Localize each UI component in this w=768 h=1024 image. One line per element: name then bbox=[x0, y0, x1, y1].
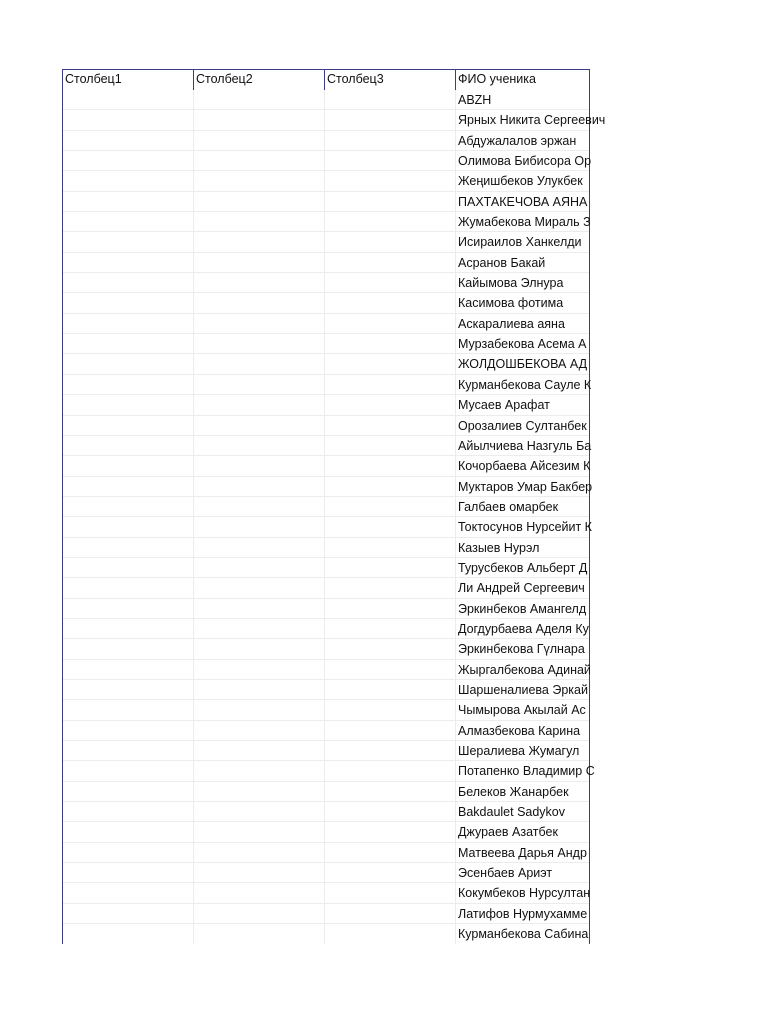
empty-cell[interactable] bbox=[194, 822, 325, 842]
empty-cell[interactable] bbox=[325, 619, 456, 639]
empty-cell[interactable] bbox=[325, 741, 456, 761]
empty-cell[interactable] bbox=[63, 863, 194, 883]
empty-cell[interactable] bbox=[194, 110, 325, 130]
empty-cell[interactable] bbox=[63, 232, 194, 252]
empty-cell[interactable] bbox=[194, 782, 325, 802]
empty-cell[interactable] bbox=[325, 822, 456, 842]
student-name-cell[interactable]: Галбаев омарбек bbox=[456, 497, 589, 517]
student-name-cell[interactable]: Кокумбеков Нурсултан bbox=[456, 883, 589, 903]
empty-cell[interactable] bbox=[194, 497, 325, 517]
empty-cell[interactable] bbox=[194, 741, 325, 761]
empty-cell[interactable] bbox=[63, 822, 194, 842]
empty-cell[interactable] bbox=[63, 578, 194, 598]
empty-cell[interactable] bbox=[325, 497, 456, 517]
student-name-cell[interactable]: Ярных Никита Сергеевич bbox=[456, 110, 589, 130]
table-row bbox=[63, 721, 589, 741]
empty-cell[interactable] bbox=[325, 761, 456, 781]
student-name-cell[interactable]: Асранов Бакай bbox=[456, 253, 589, 273]
table-row bbox=[63, 599, 589, 619]
empty-cell[interactable] bbox=[325, 131, 456, 151]
table-row bbox=[63, 314, 589, 334]
header-row bbox=[63, 70, 589, 90]
empty-cell[interactable] bbox=[194, 395, 325, 415]
empty-cell[interactable] bbox=[325, 680, 456, 700]
empty-cell[interactable] bbox=[63, 619, 194, 639]
student-name-cell[interactable]: Эсенбаев Ариэт bbox=[456, 863, 589, 883]
empty-cell[interactable] bbox=[63, 741, 194, 761]
empty-cell[interactable] bbox=[194, 212, 325, 232]
table-row bbox=[63, 436, 592, 456]
empty-cell[interactable] bbox=[325, 883, 456, 903]
empty-cell[interactable] bbox=[325, 904, 456, 924]
empty-cell[interactable] bbox=[325, 232, 456, 252]
empty-cell[interactable] bbox=[194, 253, 325, 273]
empty-cell[interactable] bbox=[194, 517, 325, 537]
empty-cell[interactable] bbox=[325, 782, 456, 802]
student-name-cell[interactable]: Турусбеков Альберт Д bbox=[456, 558, 589, 578]
empty-cell[interactable] bbox=[63, 497, 194, 517]
table-row bbox=[63, 680, 589, 700]
table-row bbox=[63, 497, 589, 517]
student-name-cell[interactable]: Алмазбекова Карина bbox=[456, 721, 589, 741]
table-row bbox=[63, 843, 589, 863]
student-name-cell[interactable]: Курманбекова Сабина bbox=[458, 927, 589, 942]
student-name-cell[interactable]: Bakdaulet Sadykov bbox=[456, 802, 589, 822]
empty-cell[interactable] bbox=[63, 375, 194, 395]
student-name-cell[interactable]: Жыргалбекова Адинай bbox=[456, 660, 589, 680]
table-row bbox=[63, 477, 593, 497]
student-name-cell[interactable]: ABZH bbox=[456, 90, 589, 110]
student-name-cell[interactable]: Айылчиева Назгуль Ба bbox=[456, 436, 589, 456]
empty-cell[interactable] bbox=[63, 517, 194, 537]
table-row bbox=[63, 782, 589, 802]
table-row bbox=[63, 761, 595, 781]
empty-cell[interactable] bbox=[63, 192, 194, 212]
empty-cell[interactable] bbox=[194, 90, 325, 110]
student-name-cell[interactable]: Мусаев Арафат bbox=[456, 395, 589, 415]
empty-cell[interactable] bbox=[194, 761, 325, 781]
student-name-cell[interactable]: Потапенко Владимир С bbox=[456, 761, 589, 781]
table-row bbox=[63, 273, 589, 293]
table-row bbox=[63, 293, 589, 313]
empty-cell[interactable] bbox=[325, 395, 456, 415]
student-name-cell[interactable]: Кочорбаева Айсезим К bbox=[456, 456, 589, 476]
empty-cell[interactable] bbox=[325, 416, 456, 436]
empty-cell[interactable] bbox=[63, 416, 194, 436]
empty-cell[interactable] bbox=[325, 436, 456, 456]
table-row bbox=[63, 395, 589, 415]
student-name-cell[interactable]: Шералиева Жумагул bbox=[456, 741, 589, 761]
empty-cell[interactable] bbox=[325, 660, 456, 680]
empty-cell[interactable] bbox=[63, 436, 194, 456]
empty-cell[interactable] bbox=[63, 558, 194, 578]
empty-cell[interactable] bbox=[194, 599, 325, 619]
empty-cell[interactable] bbox=[194, 639, 325, 659]
empty-cell[interactable] bbox=[325, 558, 456, 578]
empty-cell[interactable] bbox=[63, 721, 194, 741]
empty-cell[interactable] bbox=[325, 477, 456, 497]
empty-cell[interactable] bbox=[194, 863, 325, 883]
empty-cell[interactable] bbox=[194, 660, 325, 680]
empty-cell[interactable] bbox=[194, 843, 325, 863]
table-row bbox=[63, 171, 589, 191]
empty-cell[interactable] bbox=[63, 395, 194, 415]
student-name-cell[interactable]: Орозалиев Султанбек bbox=[456, 416, 589, 436]
table-row bbox=[63, 517, 592, 537]
spreadsheet bbox=[62, 69, 606, 944]
student-name-cell[interactable]: Исираилов Ханкелди bbox=[456, 232, 589, 252]
empty-cell[interactable] bbox=[63, 110, 194, 130]
empty-cell[interactable] bbox=[325, 253, 456, 273]
empty-cell[interactable] bbox=[194, 904, 325, 924]
table-row bbox=[63, 822, 589, 842]
empty-cell[interactable] bbox=[194, 558, 325, 578]
empty-cell[interactable] bbox=[63, 456, 194, 476]
empty-cell[interactable] bbox=[194, 456, 325, 476]
student-name-cell[interactable]: Эркинбеков Амангелд bbox=[456, 599, 589, 619]
empty-cell[interactable] bbox=[194, 680, 325, 700]
empty-cell[interactable] bbox=[325, 293, 456, 313]
empty-cell[interactable] bbox=[194, 477, 325, 497]
table-row bbox=[63, 538, 589, 558]
empty-cell[interactable] bbox=[325, 517, 456, 537]
empty-cell[interactable] bbox=[194, 375, 325, 395]
table-row bbox=[63, 802, 589, 822]
student-name-cell[interactable]: Казыев Нурэл bbox=[456, 538, 589, 558]
empty-cell[interactable] bbox=[63, 660, 194, 680]
empty-cell[interactable] bbox=[194, 436, 325, 456]
table-row bbox=[63, 110, 606, 130]
table-row bbox=[63, 619, 589, 639]
empty-cell[interactable] bbox=[194, 578, 325, 598]
empty-cell[interactable] bbox=[325, 721, 456, 741]
student-name-cell[interactable]: Шаршеналиева Эркай bbox=[456, 680, 589, 700]
student-name-cell[interactable]: Токтосунов Нурсейит К bbox=[456, 517, 589, 537]
student-name-cell[interactable]: Матвеева Дарья Андр bbox=[456, 843, 589, 863]
empty-cell[interactable] bbox=[325, 375, 456, 395]
empty-cell[interactable] bbox=[325, 110, 456, 130]
student-name-cell[interactable]: Догдурбаева Аделя Ку bbox=[456, 619, 589, 639]
header-student-name[interactable]: ФИО ученика bbox=[458, 72, 536, 86]
empty-cell[interactable] bbox=[325, 639, 456, 659]
table-row bbox=[63, 253, 589, 273]
student-name-cell[interactable]: Джураев Азатбек bbox=[456, 822, 589, 842]
empty-cell[interactable] bbox=[194, 314, 325, 334]
student-name-cell[interactable]: Жеңишбеков Улукбек bbox=[456, 171, 589, 191]
student-name-cell[interactable]: Касимова фотима bbox=[456, 293, 589, 313]
empty-cell[interactable] bbox=[63, 253, 194, 273]
empty-cell[interactable] bbox=[325, 334, 456, 354]
empty-cell[interactable] bbox=[325, 578, 456, 598]
table-row bbox=[63, 578, 589, 598]
header-column-3[interactable]: Столбец3 bbox=[325, 70, 456, 90]
empty-cell[interactable] bbox=[325, 314, 456, 334]
empty-cell[interactable] bbox=[325, 212, 456, 232]
table-row bbox=[63, 334, 589, 354]
empty-cell[interactable] bbox=[63, 151, 194, 171]
empty-cell[interactable] bbox=[325, 599, 456, 619]
student-name-cell[interactable]: Курманбекова Сауле К bbox=[456, 375, 589, 395]
empty-cell[interactable] bbox=[194, 334, 325, 354]
header-column-1[interactable]: Столбец1 bbox=[63, 70, 194, 90]
table-row bbox=[63, 639, 589, 659]
empty-cell[interactable] bbox=[194, 273, 325, 293]
table-row bbox=[63, 375, 592, 395]
empty-cell[interactable] bbox=[325, 843, 456, 863]
empty-cell[interactable] bbox=[194, 721, 325, 741]
empty-cell[interactable] bbox=[194, 416, 325, 436]
student-name-cell[interactable]: Мурзабекова Асема А bbox=[456, 334, 589, 354]
empty-cell[interactable] bbox=[325, 924, 456, 944]
student-table bbox=[62, 69, 606, 944]
student-name-cell[interactable]: Ли Андрей Сергеевич bbox=[456, 578, 589, 598]
table-row bbox=[63, 90, 589, 110]
empty-cell[interactable] bbox=[325, 192, 456, 212]
empty-cell[interactable] bbox=[63, 639, 194, 659]
empty-cell[interactable] bbox=[63, 538, 194, 558]
empty-cell[interactable] bbox=[63, 782, 194, 802]
empty-cell[interactable] bbox=[194, 619, 325, 639]
empty-cell[interactable] bbox=[194, 192, 325, 212]
empty-cell[interactable] bbox=[325, 354, 456, 374]
empty-cell[interactable] bbox=[63, 843, 194, 863]
table-row bbox=[63, 660, 589, 680]
table-row bbox=[63, 151, 592, 171]
table-row bbox=[63, 212, 589, 232]
empty-cell[interactable] bbox=[63, 273, 194, 293]
table-row bbox=[63, 131, 589, 151]
empty-cell[interactable] bbox=[194, 883, 325, 903]
empty-cell[interactable] bbox=[63, 334, 194, 354]
empty-cell[interactable] bbox=[194, 700, 325, 720]
empty-cell[interactable] bbox=[63, 883, 194, 903]
student-name-cell[interactable]: Эркинбекова Гүлнара bbox=[456, 639, 589, 659]
empty-cell[interactable] bbox=[63, 477, 194, 497]
table-row bbox=[63, 863, 589, 883]
empty-cell[interactable] bbox=[194, 924, 325, 944]
student-name-cell[interactable]: Аскаралиева аяна bbox=[456, 314, 589, 334]
empty-cell[interactable] bbox=[63, 680, 194, 700]
table-row bbox=[63, 904, 589, 924]
empty-cell[interactable] bbox=[63, 599, 194, 619]
empty-cell[interactable] bbox=[63, 354, 194, 374]
empty-cell[interactable] bbox=[194, 151, 325, 171]
empty-cell[interactable] bbox=[63, 293, 194, 313]
student-name-cell[interactable]: Белеков Жанарбек bbox=[456, 782, 589, 802]
student-name-cell[interactable]: Жумабекова Мираль З bbox=[456, 212, 589, 232]
empty-cell[interactable] bbox=[63, 904, 194, 924]
empty-cell[interactable] bbox=[194, 538, 325, 558]
student-name-cell[interactable]: Кайымова Элнура bbox=[456, 273, 589, 293]
empty-cell[interactable] bbox=[325, 273, 456, 293]
empty-cell[interactable] bbox=[325, 151, 456, 171]
empty-cell[interactable] bbox=[325, 700, 456, 720]
table-row bbox=[63, 192, 589, 212]
empty-cell[interactable] bbox=[63, 90, 194, 110]
empty-cell[interactable] bbox=[63, 924, 194, 944]
empty-cell[interactable] bbox=[325, 171, 456, 191]
table-row bbox=[63, 924, 589, 944]
empty-cell[interactable] bbox=[325, 90, 456, 110]
header-column-2[interactable]: Столбец2 bbox=[194, 70, 325, 90]
student-name-cell[interactable]: Чымырова Акылай Ас bbox=[456, 700, 589, 720]
student-name-cell[interactable]: Латифов Нурмухамме bbox=[456, 904, 589, 924]
table-row bbox=[63, 232, 589, 252]
empty-cell[interactable] bbox=[63, 171, 194, 191]
table-row bbox=[63, 883, 589, 903]
empty-cell[interactable] bbox=[63, 131, 194, 151]
student-name-cell[interactable]: Муктаров Умар Бакбер bbox=[456, 477, 589, 497]
student-name-cell[interactable]: Абдужалалов эржан bbox=[456, 131, 589, 151]
empty-cell[interactable] bbox=[194, 232, 325, 252]
table-row bbox=[63, 700, 589, 720]
empty-cell[interactable] bbox=[325, 863, 456, 883]
empty-cell[interactable] bbox=[194, 802, 325, 822]
table-row bbox=[63, 741, 589, 761]
student-name-cell[interactable]: Олимова Бибисора Ор bbox=[456, 151, 589, 171]
table-row bbox=[63, 416, 589, 436]
table-row bbox=[63, 354, 589, 374]
empty-cell[interactable] bbox=[325, 802, 456, 822]
student-name-cell[interactable]: ПАХТАКЕЧОВА АЯНА bbox=[456, 192, 589, 212]
student-name-cell[interactable]: ЖОЛДОШБЕКОВА АД bbox=[456, 354, 589, 374]
empty-cell[interactable] bbox=[194, 293, 325, 313]
empty-cell[interactable] bbox=[63, 802, 194, 822]
table-row bbox=[63, 456, 589, 476]
empty-cell[interactable] bbox=[325, 538, 456, 558]
empty-cell[interactable] bbox=[63, 212, 194, 232]
empty-cell[interactable] bbox=[63, 761, 194, 781]
table-body bbox=[63, 90, 606, 944]
empty-cell[interactable] bbox=[194, 354, 325, 374]
empty-cell[interactable] bbox=[325, 456, 456, 476]
empty-cell[interactable] bbox=[194, 131, 325, 151]
table-row bbox=[63, 558, 589, 578]
empty-cell[interactable] bbox=[63, 700, 194, 720]
empty-cell[interactable] bbox=[63, 314, 194, 334]
empty-cell[interactable] bbox=[194, 171, 325, 191]
